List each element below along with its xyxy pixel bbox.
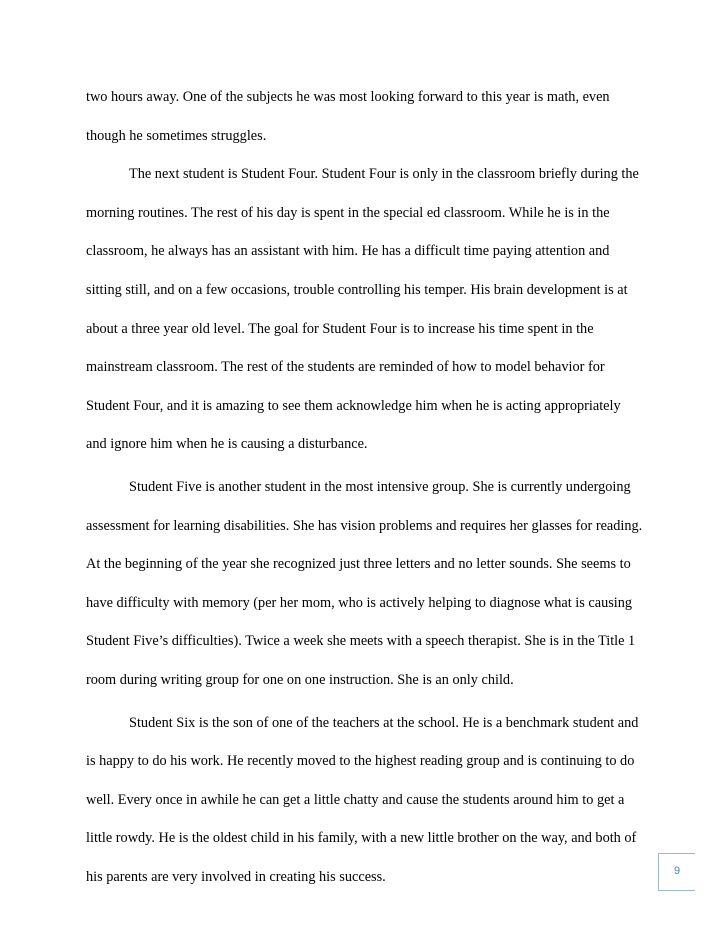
text-line: is happy to do his work. He recently moved to the highest reading group and is continuing to do <box>86 753 635 770</box>
text-line: morning routines. The rest of his day is spent in the special ed classroom. While he is in the <box>86 204 610 221</box>
text-line: The next student is Student Four. Student Four is only in the classroom briefly during the <box>129 166 639 183</box>
text-line: about a three year old level. The goal for Student Four is to increase his time spent in the <box>86 320 594 337</box>
text-line: and ignore him when he is causing a disturbance. <box>86 436 368 453</box>
text-line: Student Five’s difficulties). Twice a week she meets with a speech therapist. She is in the Title 1 <box>86 633 636 650</box>
text-line: mainstream classroom. The rest of the students are reminded of how to model behavior for <box>86 359 605 376</box>
paragraph-student-six <box>86 704 646 897</box>
text-line: Student Five is another student in the most intensive group. She is currently undergoing <box>129 478 631 495</box>
page-number: 9 <box>674 865 681 877</box>
text-line: two hours away. One of the subjects he was most looking forward to this year is math, even <box>86 89 610 105</box>
text-line: sitting still, and on a few occasions, trouble controlling his temper. His brain development is at <box>86 281 628 298</box>
text-line: his parents are very involved in creating his success. <box>86 868 386 885</box>
text-line: At the beginning of the year she recognized just three letters and no letter sounds. She seems to <box>86 556 631 573</box>
text-line: Student Six is the son of one of the teachers at the school. He is a benchmark student and <box>129 714 639 731</box>
text-line: have difficulty with memory (per her mom, who is actively helping to diagnose what is causing <box>86 594 633 611</box>
page-number-box <box>658 853 695 891</box>
text-line: room during writing group for one on one instruction. She is an only child. <box>86 671 514 688</box>
text-line: well. Every once in awhile he can get a little chatty and cause the students around him to get a <box>86 791 625 808</box>
text-line: though he sometimes struggles. <box>86 127 267 144</box>
paragraph-student-five <box>86 468 646 700</box>
body-text <box>86 78 646 896</box>
text-line: little rowdy. He is the oldest child in his family, with a new little brother on the way, and both of <box>86 830 637 847</box>
paragraph-student-three-continued <box>86 78 646 155</box>
text-line: assessment for learning disabilities. She has vision problems and requires her glasses for reading. <box>86 517 643 534</box>
paragraph-student-four <box>86 155 646 464</box>
text-line: classroom, he always has an assistant with him. He has a difficult time paying attention and <box>86 243 610 260</box>
text-line: Student Four, and it is amazing to see them acknowledge him when he is acting appropriately <box>86 397 621 414</box>
